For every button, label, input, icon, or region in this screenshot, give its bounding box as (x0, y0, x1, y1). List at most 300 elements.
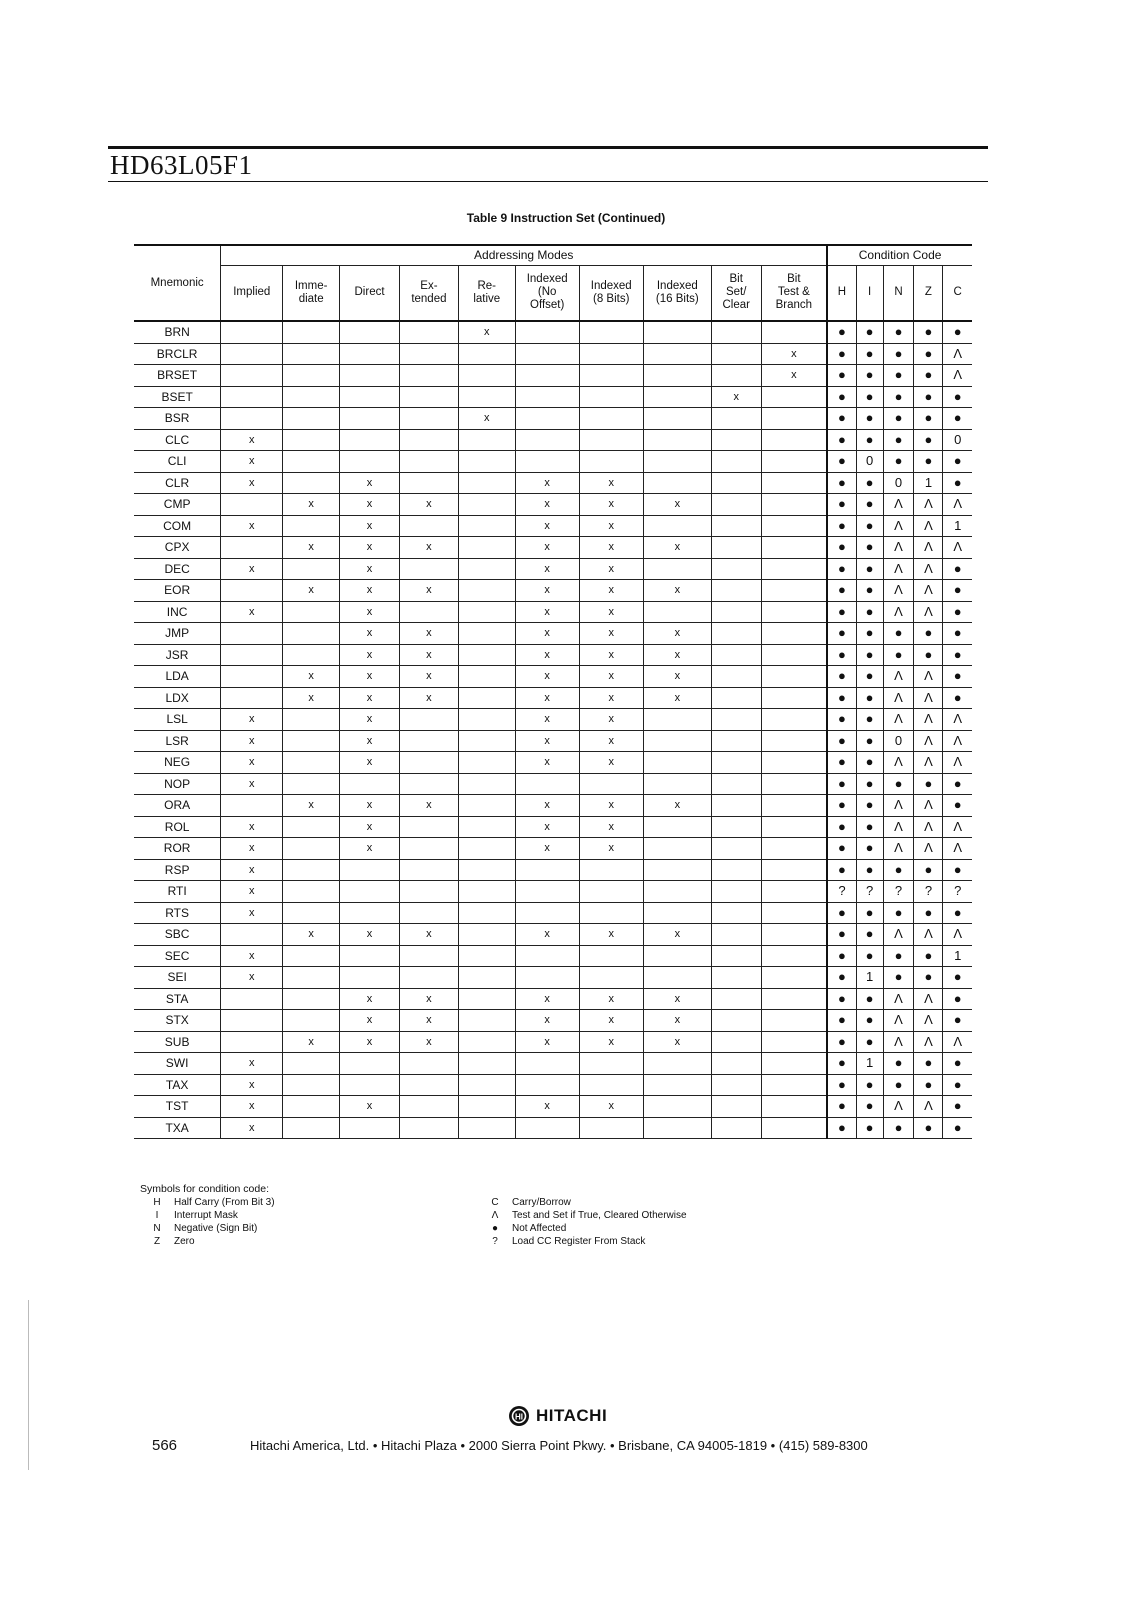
condition-code-cell: ● (856, 1096, 883, 1118)
condition-code-cell: Λ (883, 494, 914, 516)
addressing-mode-cell (340, 859, 400, 881)
condition-code-cell: ● (856, 558, 883, 580)
table-row (134, 472, 972, 494)
addressing-mode-cell: x (515, 709, 579, 731)
addressing-mode-cell (643, 838, 711, 860)
mnemonic-cell: BRN (134, 321, 221, 343)
table-row (134, 859, 972, 881)
condition-code-cell: ● (827, 1031, 856, 1053)
header-rule-top (108, 146, 988, 149)
condition-code-cell: ● (827, 343, 856, 365)
addressing-mode-cell: x (643, 687, 711, 709)
condition-code-cell: Λ (883, 709, 914, 731)
condition-code-cell: Λ (883, 795, 914, 817)
addressing-mode-cell (340, 1117, 400, 1139)
condition-code-cell: ● (943, 1010, 972, 1032)
mnemonic-cell: ROR (134, 838, 221, 860)
addressing-mode-cell: x (515, 515, 579, 537)
addressing-mode-cell (283, 967, 340, 989)
condition-code-cell: ● (827, 666, 856, 688)
addressing-mode-cell (643, 773, 711, 795)
header-line: tended (411, 292, 447, 305)
addressing-mode-cell (711, 967, 761, 989)
addressing-mode-cell: x (340, 924, 400, 946)
mnemonic-header: Mnemonic (134, 245, 221, 321)
addressing-mode-cell (399, 558, 458, 580)
mnemonic-cell: BSR (134, 408, 221, 430)
condition-code-cell: Λ (914, 515, 943, 537)
table-body (134, 321, 972, 1139)
condition-code-cell: ● (856, 687, 883, 709)
condition-code-cell: ● (856, 816, 883, 838)
table-row (134, 580, 972, 602)
mnemonic-cell: COM (134, 515, 221, 537)
condition-code-cell: ● (914, 1074, 943, 1096)
addressing-mode-cell (221, 1010, 283, 1032)
addressing-column-header (340, 265, 400, 321)
addressing-mode-cell (761, 494, 827, 516)
legend-item (140, 1222, 275, 1235)
mnemonic-cell: CLI (134, 451, 221, 473)
mnemonic-cell: SUB (134, 1031, 221, 1053)
condition-code-cell: ● (856, 709, 883, 731)
addressing-mode-cell (515, 365, 579, 387)
addressing-mode-cell (458, 386, 515, 408)
addressing-mode-cell (579, 451, 643, 473)
addressing-mode-cell (283, 321, 340, 343)
legend-symbol: I (155, 1210, 159, 1221)
condition-code-cell: ● (883, 321, 914, 343)
addressing-mode-cell: x (643, 1031, 711, 1053)
mnemonic-cell: RTI (134, 881, 221, 903)
condition-code-cell: Λ (943, 730, 972, 752)
addressing-mode-cell: x (515, 601, 579, 623)
condition-code-cell: Λ (914, 537, 943, 559)
condition-code-cell: Λ (943, 494, 972, 516)
addressing-mode-cell: x (399, 666, 458, 688)
table-row (134, 321, 972, 343)
condition-code-cell: 0 (883, 472, 914, 494)
addressing-mode-cell: x (221, 472, 283, 494)
addressing-mode-cell (340, 343, 400, 365)
addressing-mode-cell (761, 816, 827, 838)
condition-code-cell: ● (827, 838, 856, 860)
mnemonic-cell: LSL (134, 709, 221, 731)
addressing-mode-cell (399, 365, 458, 387)
condition-code-cell: ● (943, 472, 972, 494)
addressing-mode-cell (761, 1117, 827, 1139)
addressing-mode-cell (399, 515, 458, 537)
table-row (134, 902, 972, 924)
condition-code-cell: ● (856, 580, 883, 602)
addressing-mode-cell: x (221, 1074, 283, 1096)
addressing-mode-cell: x (399, 623, 458, 645)
condition-code-cell: ● (943, 902, 972, 924)
addressing-mode-cell: x (579, 730, 643, 752)
addressing-mode-cell (458, 687, 515, 709)
table-row (134, 838, 972, 860)
addressing-mode-cell (579, 859, 643, 881)
addressing-mode-cell: x (340, 623, 400, 645)
addressing-mode-cell: x (221, 601, 283, 623)
addressing-mode-cell (761, 902, 827, 924)
addressing-mode-cell (579, 1117, 643, 1139)
mnemonic-cell: CLR (134, 472, 221, 494)
addressing-mode-cell (283, 816, 340, 838)
condition-code-cell: 0 (943, 429, 972, 451)
condition-code-cell: Λ (914, 795, 943, 817)
addressing-mode-cell (283, 386, 340, 408)
condition-code-cell: ● (827, 558, 856, 580)
condition-code-cell: 1 (943, 515, 972, 537)
addressing-mode-cell (711, 537, 761, 559)
condition-code-cell: ● (856, 623, 883, 645)
header-line: Indexed (590, 279, 632, 292)
mnemonic-cell: EOR (134, 580, 221, 602)
addressing-mode-cell: x (221, 752, 283, 774)
condition-code-cell: ● (827, 494, 856, 516)
table-row (134, 1117, 972, 1139)
addressing-mode-cell (761, 838, 827, 860)
addressing-mode-cell: x (515, 730, 579, 752)
condition-code-cell: ● (856, 1117, 883, 1139)
header-line: Direct (354, 286, 385, 299)
addressing-mode-cell: x (515, 687, 579, 709)
addressing-mode-cell (711, 601, 761, 623)
condition-code-cell: Λ (914, 988, 943, 1010)
condition-code-cell: ● (856, 343, 883, 365)
addressing-mode-cell (340, 386, 400, 408)
addressing-mode-cell (515, 1074, 579, 1096)
addressing-mode-cell (283, 1074, 340, 1096)
addressing-mode-cell (711, 494, 761, 516)
addressing-mode-cell (458, 945, 515, 967)
addressing-mode-cell (221, 343, 283, 365)
addressing-mode-cell (643, 429, 711, 451)
condition-code-cell: ● (883, 859, 914, 881)
addressing-mode-cell (283, 838, 340, 860)
condition-code-cell: ● (856, 795, 883, 817)
legend-text: Carry/Borrow (512, 1197, 571, 1208)
mnemonic-cell: RTS (134, 902, 221, 924)
condition-code-cell: 1 (914, 472, 943, 494)
addressing-mode-cell: x (399, 1031, 458, 1053)
addressing-mode-cell: x (221, 709, 283, 731)
condition-code-cell: ● (856, 1031, 883, 1053)
table-row (134, 773, 972, 795)
addressing-mode-cell (643, 945, 711, 967)
addressing-mode-cell (283, 558, 340, 580)
condition-code-cell: ● (883, 343, 914, 365)
addressing-mode-cell (515, 773, 579, 795)
addressing-mode-cell (221, 365, 283, 387)
condition-code-cell: ● (883, 365, 914, 387)
condition-code-cell: ● (943, 1053, 972, 1075)
table-row (134, 429, 972, 451)
addressing-mode-cell: x (399, 988, 458, 1010)
header-line: (8 Bits) (593, 292, 630, 305)
addressing-mode-cell (399, 967, 458, 989)
addressing-mode-cell: x (221, 1053, 283, 1075)
addressing-mode-cell: x (340, 558, 400, 580)
addressing-mode-cell (399, 945, 458, 967)
addressing-mode-cell (283, 902, 340, 924)
addressing-mode-cell (643, 408, 711, 430)
condition-code-cell: ● (827, 924, 856, 946)
page-number: 566 (152, 1437, 178, 1454)
table-row (134, 730, 972, 752)
table-row (134, 365, 972, 387)
mnemonic-cell: SWI (134, 1053, 221, 1075)
addressing-mode-cell: x (643, 494, 711, 516)
addressing-mode-cell (761, 1074, 827, 1096)
addressing-mode-cell (340, 967, 400, 989)
legend-symbol: Z (153, 1236, 161, 1247)
addressing-mode-cell (283, 472, 340, 494)
condition-code-cell: ● (827, 386, 856, 408)
addressing-mode-cell: x (221, 515, 283, 537)
condition-code-cell: Λ (914, 558, 943, 580)
addressing-mode-cell (458, 429, 515, 451)
addressing-mode-cell: x (515, 838, 579, 860)
addressing-column-header (399, 265, 458, 321)
condition-code-cell: ● (856, 408, 883, 430)
addressing-mode-cell (711, 945, 761, 967)
condition-code-cell: ● (914, 1053, 943, 1075)
condition-code-cell: Λ (943, 816, 972, 838)
addressing-mode-cell (340, 429, 400, 451)
condition-code-cell: ● (943, 859, 972, 881)
table-row (134, 945, 972, 967)
addressing-mode-cell: x (761, 343, 827, 365)
addressing-mode-cell (579, 343, 643, 365)
addressing-mode-cell (643, 881, 711, 903)
addressing-mode-cell: x (221, 1117, 283, 1139)
addressing-mode-cell (711, 580, 761, 602)
addressing-mode-cell (283, 730, 340, 752)
addressing-mode-cell (761, 881, 827, 903)
condition-code-cell: Λ (883, 1010, 914, 1032)
legend-right (478, 1183, 687, 1248)
condition-code-cell: Λ (883, 558, 914, 580)
condition-code-cell: Λ (943, 537, 972, 559)
condition-code-cell: ● (883, 644, 914, 666)
addressing-mode-cell: x (340, 472, 400, 494)
addressing-mode-cell (643, 365, 711, 387)
addressing-mode-cell (458, 816, 515, 838)
addressing-mode-cell (399, 1117, 458, 1139)
header-line: Test & (777, 286, 810, 299)
addressing-mode-cell (221, 644, 283, 666)
mnemonic-cell: TAX (134, 1074, 221, 1096)
table-row (134, 558, 972, 580)
condition-code-cell: ● (883, 1053, 914, 1075)
addressing-mode-cell: x (515, 472, 579, 494)
condition-code-cell: ● (883, 1074, 914, 1096)
mnemonic-cell: SEC (134, 945, 221, 967)
addressing-mode-cell: x (283, 494, 340, 516)
addressing-mode-cell (458, 666, 515, 688)
addressing-mode-cell (458, 773, 515, 795)
addressing-mode-cell: x (579, 816, 643, 838)
mnemonic-cell: DEC (134, 558, 221, 580)
addressing-mode-cell (221, 580, 283, 602)
addressing-mode-cell (221, 988, 283, 1010)
condition-code-cell: ● (856, 859, 883, 881)
addressing-mode-cell (643, 859, 711, 881)
condition-code-cell: ● (914, 429, 943, 451)
addressing-mode-cell (340, 451, 400, 473)
condition-code-cell: ● (827, 945, 856, 967)
addressing-mode-cell (221, 408, 283, 430)
addressing-mode-cell (711, 988, 761, 1010)
addressing-mode-cell: x (515, 1096, 579, 1118)
condition-code-cell: ● (827, 537, 856, 559)
addressing-mode-cell (221, 386, 283, 408)
addressing-mode-cell (711, 1010, 761, 1032)
addressing-mode-cell: x (579, 537, 643, 559)
addressing-mode-cell: x (579, 795, 643, 817)
addressing-mode-cell (579, 773, 643, 795)
condition-code-cell: ● (827, 773, 856, 795)
logo-mark-text: HI (515, 1412, 523, 1422)
addressing-column-header (283, 265, 340, 321)
addressing-mode-cell (458, 1096, 515, 1118)
addressing-mode-cell: x (399, 795, 458, 817)
table-row (134, 343, 972, 365)
condition-code-cell: Λ (943, 709, 972, 731)
addressing-mode-cell: x (643, 537, 711, 559)
addressing-mode-cell (515, 429, 579, 451)
mnemonic-cell: JSR (134, 644, 221, 666)
addressing-mode-cell (515, 1053, 579, 1075)
addressing-mode-cell (515, 859, 579, 881)
addressing-mode-cell (711, 343, 761, 365)
addressing-mode-cell (643, 730, 711, 752)
addressing-mode-cell (283, 859, 340, 881)
condition-code-cell: Λ (914, 494, 943, 516)
addressing-mode-cell (399, 451, 458, 473)
addressing-mode-cell (711, 1117, 761, 1139)
table-row (134, 795, 972, 817)
addressing-mode-cell: x (399, 580, 458, 602)
legend-symbol: ? (492, 1236, 498, 1247)
table-row (134, 494, 972, 516)
instruction-set-table (134, 244, 972, 1139)
addressing-mode-cell (458, 494, 515, 516)
condition-code-cell: ? (943, 881, 972, 903)
condition-code-header: Condition Code (827, 245, 972, 265)
addressing-mode-cell (761, 752, 827, 774)
legend-item (478, 1196, 687, 1209)
condition-code-cell: Λ (914, 666, 943, 688)
condition-code-cell: ● (827, 321, 856, 343)
legend-symbol: C (491, 1197, 499, 1208)
table-row (134, 967, 972, 989)
addressing-mode-cell: x (711, 386, 761, 408)
addressing-mode-cell: x (515, 1031, 579, 1053)
addressing-mode-cell (340, 945, 400, 967)
addressing-mode-cell (761, 795, 827, 817)
table-caption: Table 9 Instruction Set (Continued) (466, 211, 666, 225)
addressing-mode-cell: x (643, 666, 711, 688)
addressing-mode-cell (579, 321, 643, 343)
addressing-mode-cell (458, 752, 515, 774)
addressing-column-header (761, 265, 827, 321)
legend-item (140, 1209, 275, 1222)
addressing-mode-cell (221, 1031, 283, 1053)
addressing-mode-cell (761, 945, 827, 967)
addressing-mode-cell (283, 623, 340, 645)
addressing-mode-cell (579, 902, 643, 924)
condition-code-cell: Λ (883, 601, 914, 623)
addressing-mode-cell (643, 1096, 711, 1118)
condition-code-cell: ● (943, 666, 972, 688)
addressing-mode-cell (340, 1074, 400, 1096)
addressing-mode-cell (399, 709, 458, 731)
condition-code-cell: ● (827, 408, 856, 430)
addressing-mode-cell (711, 408, 761, 430)
condition-code-cell: ● (943, 408, 972, 430)
condition-code-cell: ● (856, 472, 883, 494)
addressing-mode-cell (761, 924, 827, 946)
addressing-mode-cell (643, 902, 711, 924)
condition-column-header: Z (914, 265, 943, 321)
addressing-mode-cell: x (515, 623, 579, 645)
hitachi-logo (508, 1405, 607, 1427)
addressing-mode-cell (761, 408, 827, 430)
condition-code-cell: ● (883, 967, 914, 989)
condition-code-cell: ● (914, 644, 943, 666)
addressing-mode-cell (221, 321, 283, 343)
legend-text: Not Affected (512, 1223, 567, 1234)
addressing-mode-cell (283, 644, 340, 666)
condition-code-cell: Λ (883, 988, 914, 1010)
addressing-mode-cell (515, 881, 579, 903)
addressing-mode-cell: x (340, 816, 400, 838)
mnemonic-cell: CMP (134, 494, 221, 516)
legend-text: Load CC Register From Stack (512, 1236, 646, 1247)
condition-code-cell: ● (943, 687, 972, 709)
addressing-mode-cell (711, 838, 761, 860)
addressing-mode-cell (458, 1117, 515, 1139)
addressing-mode-cell (711, 1096, 761, 1118)
header-line: Indexed (656, 279, 698, 292)
addressing-mode-cell (711, 687, 761, 709)
addressing-mode-cell (399, 902, 458, 924)
condition-code-cell: ● (883, 902, 914, 924)
mnemonic-cell: NOP (134, 773, 221, 795)
addressing-mode-cell (283, 945, 340, 967)
addressing-column-header (515, 265, 579, 321)
table-row (134, 666, 972, 688)
addressing-mode-cell (458, 343, 515, 365)
addressing-mode-cell (579, 1053, 643, 1075)
addressing-mode-cell (761, 730, 827, 752)
addressing-mode-cell (458, 580, 515, 602)
addressing-mode-cell (711, 752, 761, 774)
addressing-mode-cell (340, 365, 400, 387)
condition-code-cell: ● (856, 752, 883, 774)
condition-code-cell: Λ (883, 1096, 914, 1118)
addressing-mode-cell: x (579, 623, 643, 645)
condition-code-cell: ● (943, 1074, 972, 1096)
table-row (134, 881, 972, 903)
addressing-mode-cell (458, 709, 515, 731)
condition-code-cell: Λ (914, 730, 943, 752)
condition-code-cell: ● (856, 988, 883, 1010)
logo-text: HITACHI (536, 1406, 608, 1425)
